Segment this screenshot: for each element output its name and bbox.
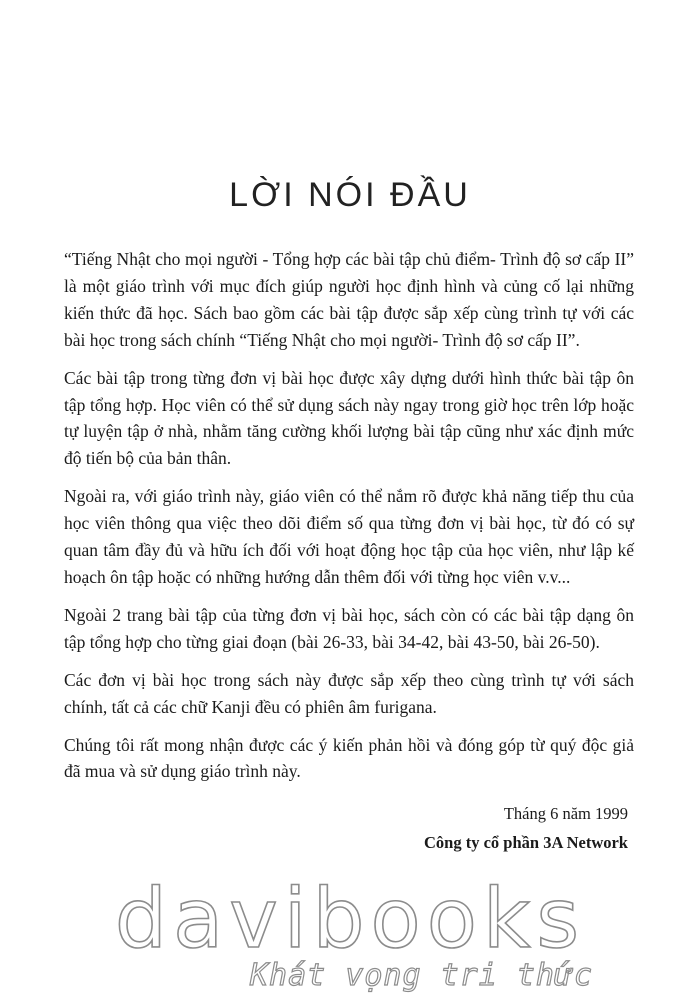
preface-body [64,246,634,796]
watermark-logo: davibooks [114,872,586,967]
paragraph-5: Các đơn vị bài học trong sách này được sắp xếp theo cùng trình tự với sách chính, tất cả các chữ Kanji đều có phiên âm furigana. [64,669,634,717]
page-title: LỜI NÓI ĐẦU [229,176,471,214]
signature-organization: Công ty cổ phần 3A Network [424,833,628,852]
paragraph-4: Ngoài 2 trang bài tập của từng đơn vị bài học, sách còn có các bài tập dạng ôn tập tổng hợp cho từng giai đoạn (bài 26-33, bài 34-42, bài 43-50, bài 26-50). [64,604,634,652]
paragraph-6: Chúng tôi rất mong nhận được các ý kiến phản hồi và đóng góp từ quý độc giả đã mua và sử dụng giáo trình này. [64,734,634,782]
signature-date: Tháng 6 năm 1999 [503,804,628,823]
paragraph-1: “Tiếng Nhật cho mọi người - Tổng hợp các bài tập chủ điểm- Trình độ sơ cấp II” là một giáo trình với mục đích giúp người học định hình và củng cố lại những kiến thức đã học. Sách bao gồm các bài tập được sắp xếp cùng trình tự với các bài học trong sách chính “Tiếng Nhật cho mọi người- Trình độ sơ cấp II”. [64,249,634,350]
paragraph-3: Ngoài ra, với giáo trình này, giáo viên có thể nắm rõ được khả năng tiếp thu của học viên thông qua việc theo dõi điểm số qua từng đơn vị bài học, từ đó có sự quan tâm đầy đủ và hữu ích đối với hoạt động học tập của học viên, như lập kế hoạch ôn tập hoặc có những hướng dẫn thêm đối với từng học viên v.v... [64,486,634,587]
watermark-tagline: Khát vọng tri thức [250,958,594,993]
paragraph-2: Các bài tập trong từng đơn vị bài học được xây dựng dưới hình thức bài tập ôn tập tổng hợp. Học viên có thể sử dụng sách này ngay trong giờ học trên lớp hoặc tự luyện tập ở nhà, nhằm tăng cường khối lượng bài tập cũng như xác định mức độ tiến bộ của bản thân. [64,367,634,469]
